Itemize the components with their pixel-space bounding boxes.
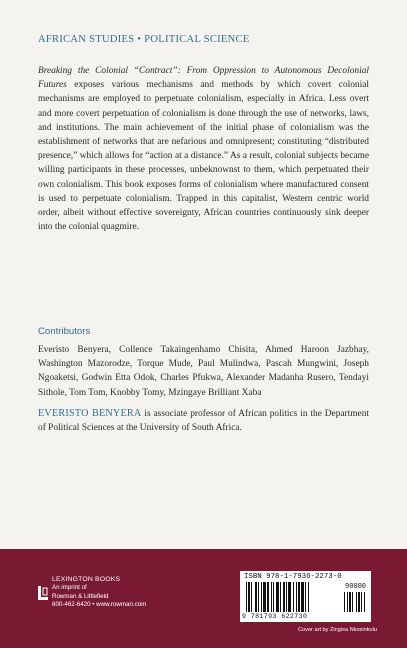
publisher-contact: 800-462-6420 • www.rowman.com (52, 601, 147, 609)
cover-art-credit: Cover art by Zingisa Nkosinkulu (298, 627, 377, 633)
publisher-parent: Rowman & Littlefield (52, 592, 109, 600)
publisher-imprint-line: An imprint of (52, 584, 87, 592)
category-label: AFRICAN STUDIES • POLITICAL SCIENCE (38, 34, 250, 45)
contributors-heading: Contributors (38, 326, 91, 337)
publisher-name: LEXINGTON BOOKS (52, 576, 121, 583)
barcode-digits: 9 781793 622730 (242, 613, 308, 620)
publisher-logo-icon (38, 586, 48, 600)
publisher-footer (0, 549, 407, 648)
description-body: exposes various mechanisms and methods by which covert colonial mechanisms are employed to perpetuate colonialism, especially in Africa. Less overt and more covert perpetuation of colonialism is done through the use of networks, laws, and institutions. The main achievement of the initial phase of colonialism was the establishment of networks that are nefarious and omnipresent; constituting “distributed presence,” which allows for “action at a distance.” As a result, colonial subjects became willing participants in these processes, unbeknownst to them, which perpetuated their own colonialism. This book exposes forms of colonialism where manufactured consent is used to perpetuate colonialism. Trapped in this capitalist, Western centric world order, albeit without effective sovereignty, African countries continuously sink deeper into the colonial quagmire. (38, 80, 369, 233)
book-description (38, 64, 369, 234)
isbn-barcode (240, 571, 371, 622)
price-code: 90000 (345, 583, 367, 591)
author-name: EVERISTO BENYERA (38, 408, 142, 419)
book-title: Breaking the Colonial “Contract”: From Oppression to Autonomous Decolonial Futures (38, 66, 369, 91)
author-bio (38, 407, 369, 435)
contributors-list: Everisto Benyera, Collence Takaingenhamo Chisita, Ahmed Haroon Jazbhay, Washington Mazorodze, Torque Mude, Paul Mulindwa, Pascah Mungwini, Joseph Ngoaketsi, Godwin Etta Odok, Charles Pfukwa, Alexander Madanha Rusero, Tendayi Sithole, Tom Tom, Knobby Tomy, Mzingaye Brilliant Xaba (38, 345, 369, 398)
author-bio-text: is associate professor of African politics in the Department of Political Sciences at the University of South Africa. (38, 409, 370, 434)
isbn-label: ISBN 978-1-7936-2273-0 (244, 573, 342, 581)
publisher-info (52, 576, 146, 610)
